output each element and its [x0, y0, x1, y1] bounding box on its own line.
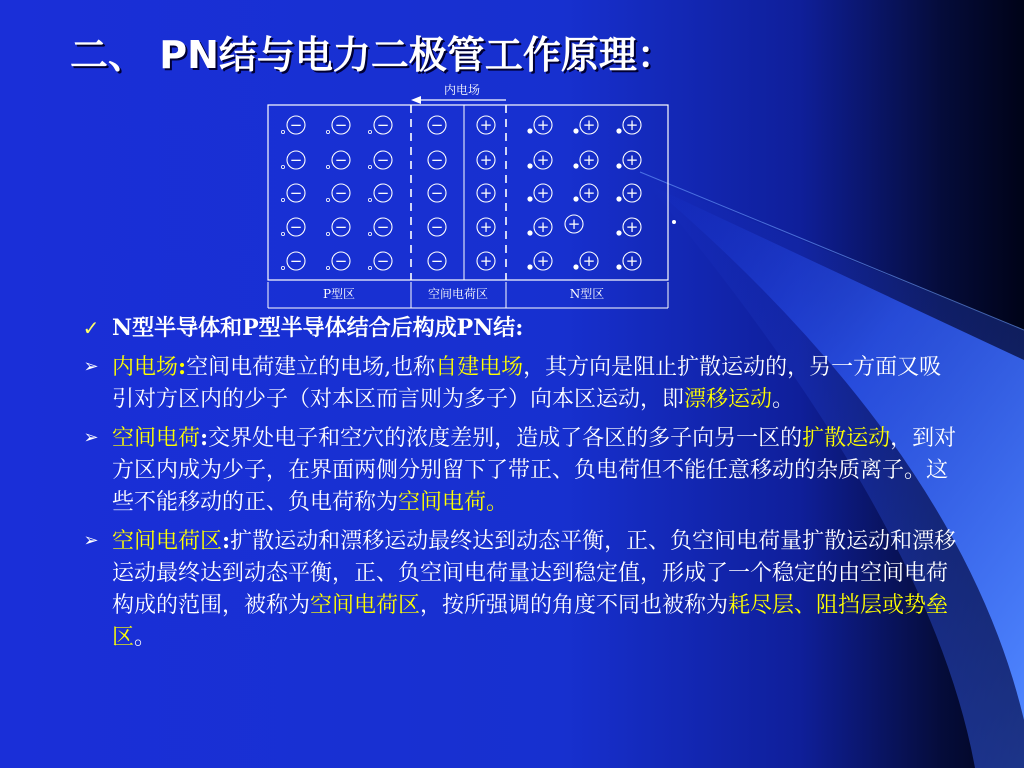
- bullet-text: N型半导体和P型半导体结合后构成PN结:: [112, 315, 524, 341]
- positive-ion: [477, 252, 495, 270]
- svg-text:+: +: [582, 252, 596, 270]
- bullet-text: :: [200, 425, 209, 451]
- svg-text:+: +: [536, 151, 550, 169]
- svg-text:−: −: [334, 218, 348, 236]
- negative-ion: [281, 116, 305, 134]
- bullet-item: [78, 351, 958, 416]
- negative-ion: [368, 151, 392, 169]
- free-electron: [617, 129, 621, 133]
- svg-text:−: −: [376, 116, 390, 134]
- svg-text:+: +: [479, 252, 493, 270]
- svg-text:−: −: [289, 151, 303, 169]
- field-label: 内电场: [443, 83, 481, 97]
- positive-ion: [617, 184, 641, 202]
- free-electron: [574, 197, 578, 201]
- positive-ion: [477, 184, 495, 202]
- bullet-text: ，按所强调的角度不同也被称为: [420, 593, 729, 618]
- negative-ion: [326, 151, 350, 169]
- region-label-p: P型区: [322, 287, 356, 301]
- free-hole: [368, 232, 371, 235]
- negative-ion: [326, 252, 350, 270]
- highlighted-text: 空间电荷区: [310, 593, 421, 618]
- free-hole: [281, 266, 284, 269]
- svg-text:−: −: [289, 184, 303, 202]
- svg-text:+: +: [479, 184, 493, 202]
- negative-ion: [368, 116, 392, 134]
- highlighted-text: 空间电荷。: [398, 490, 509, 515]
- free-electron: [574, 129, 578, 133]
- negative-ion: [326, 184, 350, 202]
- positive-ion: [477, 116, 495, 134]
- negative-ion: [281, 218, 305, 236]
- region-label-depletion: 空间电荷区: [427, 287, 489, 301]
- bullet-text: ，其方向是阻止扩散运动的，另一方面又吸引对方区内的少子（对本区而言则为多子）向本区运动，即: [112, 355, 942, 412]
- highlighted-text: 内电场: [112, 355, 179, 380]
- svg-text:+: +: [625, 151, 639, 169]
- positive-ion: [574, 184, 598, 202]
- positive-ion: [617, 218, 641, 236]
- checkmark-icon: ✓: [82, 316, 100, 340]
- bullet-text: 空间电荷建立的电场,也称: [186, 355, 436, 380]
- svg-text:−: −: [334, 116, 348, 134]
- positive-ion: [477, 151, 495, 169]
- positive-ion: [574, 252, 598, 270]
- negative-ion: [368, 218, 392, 236]
- slide-title: 二、 PN结与电力二极管工作原理：: [70, 33, 675, 77]
- free-electron: [574, 265, 578, 269]
- free-hole: [368, 198, 371, 201]
- free-electron: [617, 197, 621, 201]
- free-hole: [326, 198, 329, 201]
- arrow-bullet-icon: ➢: [83, 356, 99, 377]
- diagram-frame: [268, 105, 668, 280]
- free-hole: [281, 198, 284, 201]
- svg-text:+: +: [479, 151, 493, 169]
- svg-text:+: +: [582, 151, 596, 169]
- bullet-text: ，到对方区内成为少子，在界面两侧分别留下了带正、负电荷但不能任意移动的杂质离子。这些不能移动的正、负电荷称为: [112, 426, 957, 515]
- bullet-item: [78, 525, 958, 654]
- free-electron: [574, 164, 578, 168]
- free-hole: [326, 130, 329, 133]
- bullet-text: 扩散运动和漂移运动最终达到动态平衡，正、负空间电荷量扩散运动和漂移运动最终达到动态平衡，正、负空间电荷量达到稳定值，形成了一个稳定的由空间电荷构成的范围，被称为: [112, 529, 957, 618]
- svg-text:−: −: [289, 252, 303, 270]
- bullet-text: 。: [134, 625, 157, 650]
- free-electron: [528, 164, 532, 168]
- negative-ion: [281, 252, 305, 270]
- negative-ion: [368, 252, 392, 270]
- positive-ion: [477, 218, 495, 236]
- positive-ion: [528, 252, 552, 270]
- free-electron: [617, 231, 621, 235]
- svg-text:−: −: [430, 116, 444, 134]
- free-hole: [281, 165, 284, 168]
- free-electron: [617, 164, 621, 168]
- negative-ion: [326, 218, 350, 236]
- bullet-item: [78, 422, 958, 519]
- negative-ion: [281, 151, 305, 169]
- bullet-text: 交界处电子和空穴的浓度差别，造成了各区的多子向另一区的: [208, 426, 803, 451]
- svg-text:+: +: [625, 184, 639, 202]
- free-hole: [326, 266, 329, 269]
- svg-text:−: −: [430, 252, 444, 270]
- free-hole: [368, 130, 371, 133]
- svg-text:+: +: [536, 184, 550, 202]
- positive-ion: [617, 116, 641, 134]
- svg-text:−: −: [376, 218, 390, 236]
- svg-text:+: +: [625, 116, 639, 134]
- free-electron: [528, 197, 532, 201]
- svg-text:−: −: [430, 151, 444, 169]
- highlighted-text: 空间电荷区: [112, 529, 223, 554]
- bullet-list: [78, 312, 958, 660]
- svg-text:+: +: [479, 218, 493, 236]
- svg-text:+: +: [536, 252, 550, 270]
- free-electron: [672, 220, 676, 224]
- positive-ion: [528, 116, 552, 134]
- highlighted-text: 漂移运动: [684, 387, 773, 412]
- free-hole: [368, 266, 371, 269]
- svg-text:−: −: [289, 218, 303, 236]
- svg-text:−: −: [334, 184, 348, 202]
- svg-text:−: −: [289, 116, 303, 134]
- svg-text:−: −: [334, 252, 348, 270]
- svg-text:−: −: [376, 252, 390, 270]
- svg-text:−: −: [430, 184, 444, 202]
- negative-ion: [281, 184, 305, 202]
- positive-ion: [565, 215, 583, 233]
- highlighted-text: :: [178, 354, 187, 380]
- positive-ion: [574, 116, 598, 134]
- svg-text:−: −: [376, 151, 390, 169]
- field-arrow-head: [411, 96, 421, 104]
- bullet-item: [78, 312, 958, 345]
- negative-ion: [428, 151, 446, 169]
- bullet-text: :: [222, 528, 231, 554]
- svg-text:+: +: [582, 184, 596, 202]
- free-hole: [326, 165, 329, 168]
- negative-ion: [428, 184, 446, 202]
- arrow-bullet-icon: ➢: [83, 530, 99, 551]
- highlighted-text: 空间电荷: [112, 426, 201, 451]
- svg-text:+: +: [479, 116, 493, 134]
- positive-ion: [528, 151, 552, 169]
- negative-ion: [428, 116, 446, 134]
- positive-ion: [528, 184, 552, 202]
- free-electron: [528, 231, 532, 235]
- free-electron: [617, 265, 621, 269]
- svg-text:+: +: [625, 218, 639, 236]
- svg-text:+: +: [536, 116, 550, 134]
- region-label-n: N型区: [569, 287, 605, 301]
- negative-ion: [368, 184, 392, 202]
- highlighted-text: 耗尽层、阻挡层或势垒区: [112, 593, 949, 650]
- svg-text:−: −: [334, 151, 348, 169]
- negative-ion: [326, 116, 350, 134]
- pn-junction-diagram: [256, 80, 676, 312]
- free-hole: [368, 165, 371, 168]
- positive-ion: [528, 218, 552, 236]
- free-hole: [281, 232, 284, 235]
- free-hole: [326, 232, 329, 235]
- positive-ion: [617, 151, 641, 169]
- svg-text:−: −: [430, 218, 444, 236]
- positive-ion: [574, 151, 598, 169]
- negative-ion: [428, 218, 446, 236]
- svg-text:+: +: [567, 215, 581, 233]
- svg-text:+: +: [625, 252, 639, 270]
- svg-text:+: +: [536, 218, 550, 236]
- highlighted-text: 扩散运动: [802, 426, 891, 451]
- bullet-text: 。: [772, 387, 795, 412]
- free-hole: [281, 130, 284, 133]
- negative-ion: [428, 252, 446, 270]
- positive-ion: [617, 252, 641, 270]
- svg-text:−: −: [376, 184, 390, 202]
- svg-text:+: +: [582, 116, 596, 134]
- highlighted-text: 自建电场: [435, 355, 524, 380]
- free-electron: [528, 129, 532, 133]
- free-electron: [528, 265, 532, 269]
- arrow-bullet-icon: ➢: [83, 427, 99, 448]
